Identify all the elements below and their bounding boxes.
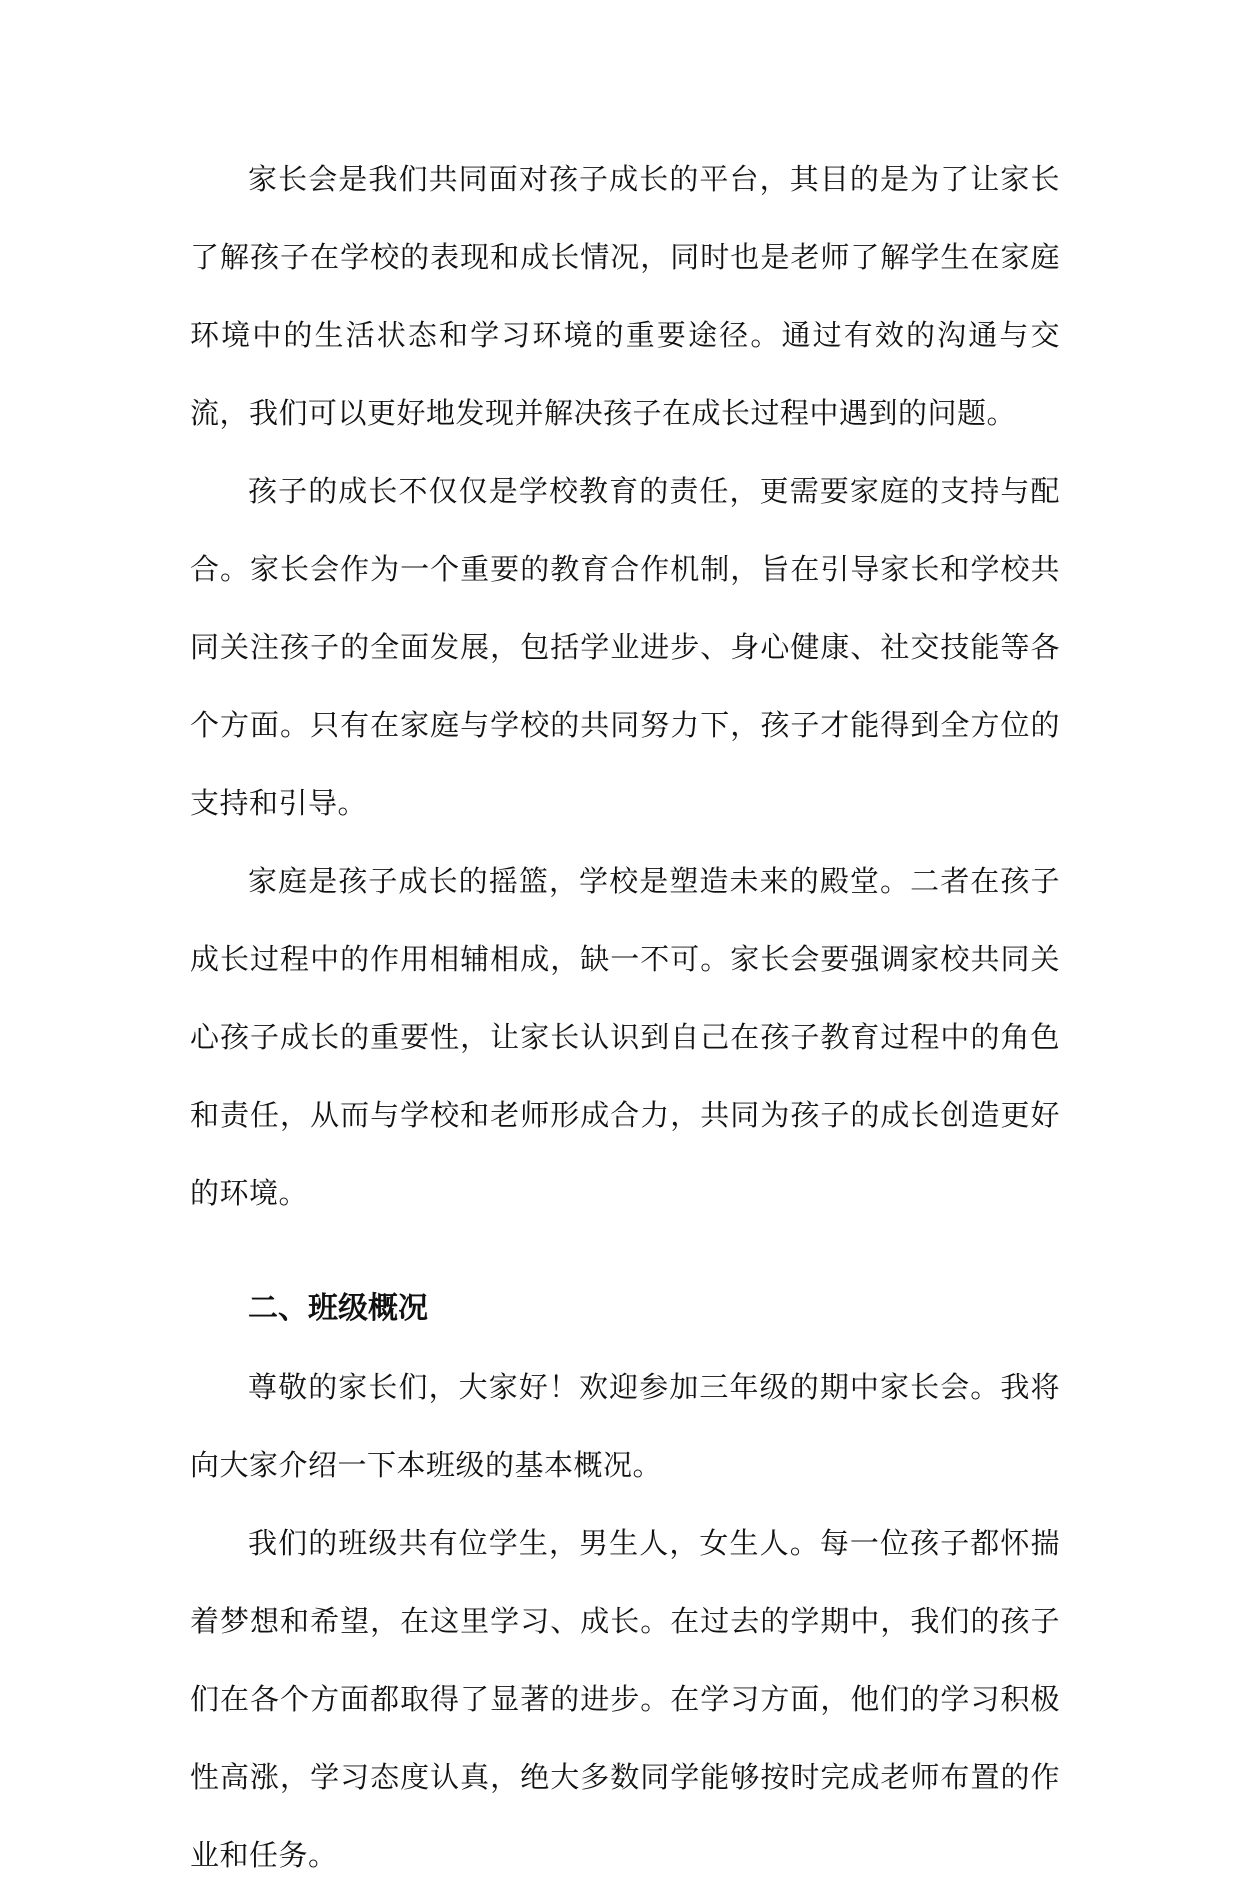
paragraph: 孩子的成长不仅仅是学校教育的责任，更需要家庭的支持与配合。家长会作为一个重要的教育合作机制，旨在引导家长和学校共同关注孩子的全面发展，包括学业进步、身心健康、社交技能等各个方面。只有在家庭与学校的共同努力下，孩子才能得到全方位的支持和引导。 bbox=[190, 474, 1060, 820]
paragraph: 家长会是我们共同面对孩子成长的平台，其目的是为了让家长了解孩子在学校的表现和成长情况，同时也是老师了解学生在家庭环境中的生活状态和学习环境的重要途径。通过有效的沟通与交流，我们可以更好地发现并解决孩子在成长过程中遇到的问题。 bbox=[190, 162, 1060, 430]
paragraph: 家庭是孩子成长的摇篮，学校是塑造未来的殿堂。二者在孩子成长过程中的作用相辅相成，缺一不可。家长会要强调家校共同关心孩子成长的重要性，让家长认识到自己在孩子教育过程中的角色和责任，从而与学校和老师形成合力，共同为孩子的成长创造更好的环境。 bbox=[190, 864, 1060, 1210]
paragraph: 我们的班级共有位学生，男生人，女生人。每一位孩子都怀揣着梦想和希望，在这里学习、成长。在过去的学期中，我们的孩子们在各个方面都取得了显著的进步。在学习方面，他们的学习积极性高涨，学习态度认真，绝大多数同学能够按时完成老师布置的作业和任务。 bbox=[190, 1526, 1060, 1872]
document-body bbox=[190, 140, 1060, 1894]
section-heading: 二、班级概况 bbox=[248, 1291, 428, 1326]
paragraph: 尊敬的家长们，大家好！欢迎参加三年级的期中家长会。我将向大家介绍一下本班级的基本概况。 bbox=[190, 1370, 1060, 1482]
